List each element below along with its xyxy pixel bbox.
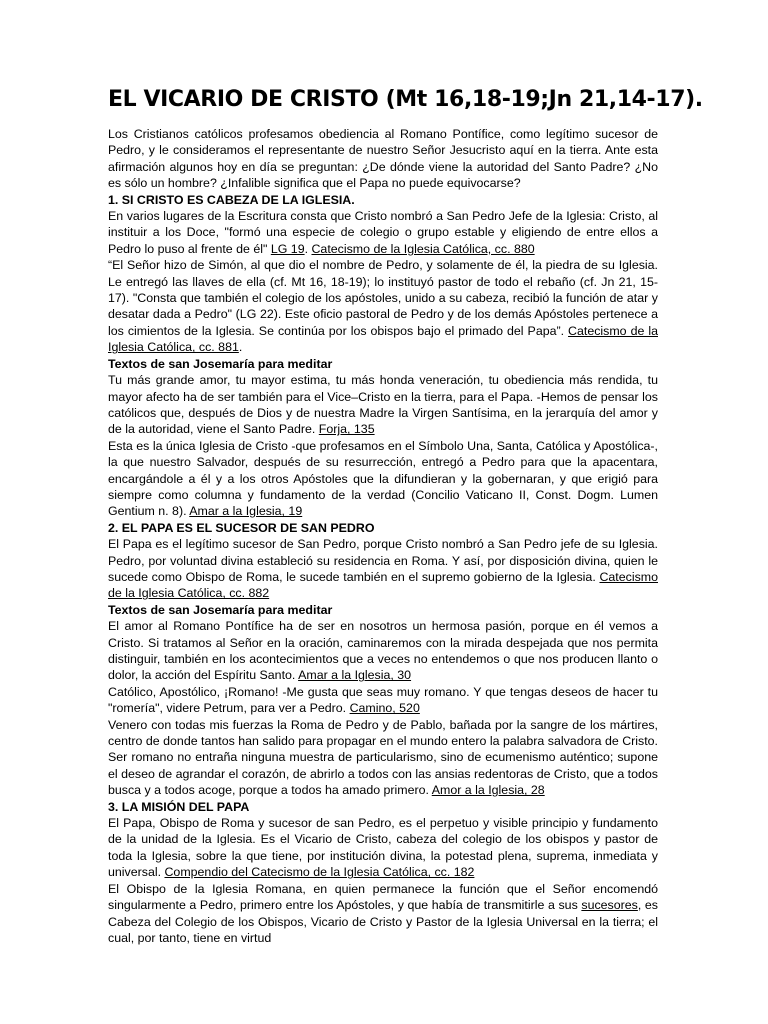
reference-link[interactable]: Compendio del Catecismo de la Iglesia Católica, cc. 182 xyxy=(164,865,475,880)
paragraph-text: “El Señor hizo de Simón, al que dio el nombre de Pedro, y solamente de él, la piedra de su Iglesia. Le entregó las llaves de ella (cf. Mt 16, 18-19); lo instituyó pastor de todo el rebaño (cf. Jn 21, 15-17). "Consta que también el colegio de los apóstoles, unido a su cabeza, recibió la función de atar y desatar dada a Pedro" (LG 22). Este oficio pastoral de Pedro y de los demás Apóstoles pertenece a los cimientos de la Iglesia. Se continúa por los obispos bajo el primado del Papa”. xyxy=(108,258,658,338)
reference-link[interactable]: Amar a la Iglesia, 30 xyxy=(298,668,412,683)
reference-link[interactable]: LG 19 xyxy=(270,241,305,256)
quote-paragraph xyxy=(108,618,658,684)
subheading-1: Textos de san Josemaría para meditar xyxy=(108,356,333,371)
intro-paragraph: Los Cristianos católicos profesamos obediencia al Romano Pontífice, como legítimo sucesor de Pedro, y le consideramos el representante de nuestro Señor Jesucristo aquí en la tierra. Ante esta afirmación algunos hoy en día se preguntan: ¿De dónde viene la autoridad del Santo Padre? ¿No es sólo un hombre? ¿Infalible significa que el Papa no puede equivocarse? xyxy=(108,127,658,191)
paragraph-text: En varios lugares de la Escritura consta que Cristo nombró a San Pedro Jefe de la Iglesia: Cristo, al instituir a los Doce, "formó una especie de colegio o grupo estable y eligiendo de entre ellos a Pedro lo puso al frente de él" xyxy=(108,209,658,256)
quote-paragraph xyxy=(108,684,658,717)
section-3-paragraph-2 xyxy=(108,881,658,947)
section-heading-3: 3. LA MISIÓN DEL PAPA xyxy=(108,799,250,814)
quote-text: Católico, Apostólico, ¡Romano! -Me gusta que seas muy romano. Y que tengas deseos de hacer tu "romería", videre Petrum, para ver a Pedro. xyxy=(108,684,658,716)
section-heading-2: 2. EL PAPA ES EL SUCESOR DE SAN PEDRO xyxy=(108,520,375,535)
section-heading-1: 1. SI CRISTO ES CABEZA DE LA IGLESIA. xyxy=(108,192,355,207)
reference-link[interactable]: Amar a la Iglesia, 19 xyxy=(189,504,303,519)
document-title: EL VICARIO DE CRISTO (Mt 16,18-19;Jn 21,14-17). xyxy=(108,87,703,112)
reference-link[interactable]: Camino, 520 xyxy=(349,701,420,716)
paragraph-text: . xyxy=(238,340,243,355)
paragraph-text: El Papa es el legítimo sucesor de San Pedro, porque Cristo nombró a San Pedro jefe de su Iglesia. Pedro, por voluntad divina estableció su residencia en Roma. Y así, por disposición divina, quien le sucede como Obispo de Roma, le sucede también en el supremo gobierno de la Iglesia. xyxy=(108,537,658,584)
quote-text: Tu más grande amor, tu mayor estima, tu más honda veneración, tu obediencia más rendida, tu mayor afecto ha de ser también para el Vice–Cristo en la tierra, para el Papa. -Hemos de pensar los católicos que, después de Dios y de nuestra Madre la Virgen Santísima, en la jerarquía del amor y de la autoridad, viene el Santo Padre. xyxy=(108,373,658,437)
section-2-paragraph-1 xyxy=(108,536,658,602)
reference-link[interactable]: Amor a la Iglesia, 28 xyxy=(431,783,545,798)
section-3-paragraph-1 xyxy=(108,815,658,881)
document-body xyxy=(108,126,658,946)
quote-text: Venero con todas mis fuerzas la Roma de Pedro y de Pablo, bañada por la sangre de los mártires, centro de donde tantos han salido para propagar en el mundo entero la palabra salvadora de Cristo. Ser romano no entraña ninguna muestra de particularismo, sino de ecumenismo auténtico; supone el deseo de agrandar el corazón, de abrirlo a todos con las ansias redentoras de Cristo, que a todos busca y a todos acoge, porque a todos ha amado primero. xyxy=(108,717,658,798)
reference-link[interactable]: sucesores xyxy=(581,898,638,913)
section-1-paragraph-2 xyxy=(108,257,658,355)
paragraph-text: El Obispo de la Iglesia Romana, en quien permanece la función que el Señor encomendó singularmente a Pedro, primero entre los Apóstoles, y que había de transmitirle a sus xyxy=(108,881,658,913)
paragraph-text: , es Cabeza del Colegio de los Obispos, Vicario de Cristo y Pastor de la Iglesia Universal en la tierra; el cual, por tanto, tiene en virtud xyxy=(108,898,658,945)
paragraph-text: . xyxy=(304,241,312,256)
section-1-paragraph-1 xyxy=(108,208,658,257)
subheading-2: Textos de san Josemaría para meditar xyxy=(108,602,333,617)
quote-text: Esta es la única Iglesia de Cristo -que profesamos en el Símbolo Una, Santa, Católica y Apostólica-, la que nuestro Salvador, después de su resurrección, entregó a Pedro para que la apacentara, encargándole a él y a los otros Apóstoles que la difundieran y la gobernaran, y que erigió para siempre como columna y fundamento de la verdad (Concilio Vaticano II, Const. Dogm. Lumen Gentium n. 8). xyxy=(108,438,658,519)
quote-paragraph xyxy=(108,438,658,520)
paragraph-text: El Papa, Obispo de Roma y sucesor de san Pedro, es el perpetuo y visible principio y fundamento de la unidad de la Iglesia. Es el Vicario de Cristo, cabeza del colegio de los obispos y pastor de toda la Iglesia, sobre la que tiene, por institución divina, la potestad plena, suprema, inmediata y universal. xyxy=(108,816,658,880)
reference-link[interactable]: Catecismo de la Iglesia Católica, cc. 882 xyxy=(108,569,658,601)
quote-paragraph xyxy=(108,372,658,438)
reference-link[interactable]: Catecismo de la Iglesia Católica, cc. 880 xyxy=(311,241,535,256)
quote-text: El amor al Romano Pontífice ha de ser en nosotros un hermosa pasión, porque en él vemos a Cristo. Si tratamos al Señor en la oración, caminaremos con la mirada despejada que nos permita distinguir, también en los acontecimientos que a veces no entendemos o que nos producen llanto o dolor, la acción del Espíritu Santo. xyxy=(108,619,658,683)
reference-link[interactable]: Forja, 135 xyxy=(318,422,375,437)
quote-paragraph xyxy=(108,717,658,799)
reference-link[interactable]: Catecismo de la Iglesia Católica, cc. 881 xyxy=(108,323,658,355)
